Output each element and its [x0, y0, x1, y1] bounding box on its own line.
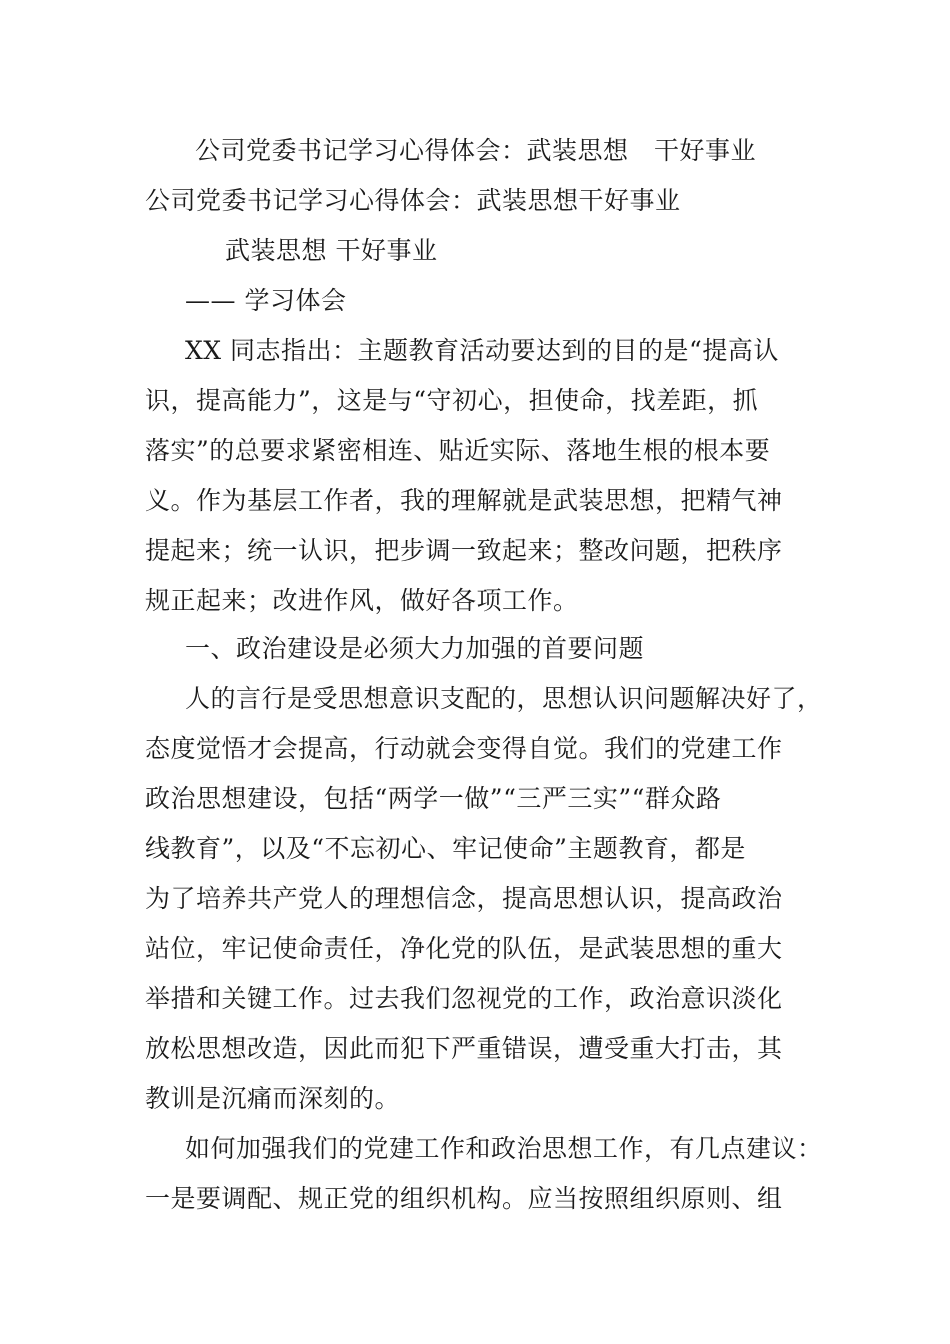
paragraph-1-line-2: 识，提高能力”，这是与“守初心，担使命，找差距，抓 — [145, 386, 759, 415]
paragraph-1-line-4: 义。作为基层工作者，我的理解就是武装思想，把精气神 — [145, 486, 783, 515]
document-title-line-2: 公司党委书记学习心得体会：武装思想干好事业 — [145, 186, 681, 215]
paragraph-2-line-8: 放松思想改造，因此而犯下严重错误，遭受重大打击，其 — [145, 1034, 783, 1063]
paragraph-1-line-1: XX 同志指出：主题教育活动要达到的目的是“提高认 — [185, 336, 779, 365]
paragraph-2-line-6: 站位，牢记使命责任，净化党的队伍，是武装思想的重大 — [145, 934, 783, 963]
paragraph-2-line-7: 举措和关键工作。过去我们忽视党的工作，政治意识淡化 — [145, 984, 783, 1013]
document-subtitle: 武装思想 干好事业 — [225, 236, 438, 265]
paragraph-2-line-1: 人的言行是受思想意识支配的，思想认识问题解决好了， — [185, 684, 823, 713]
paragraph-3-line-1: 如何加强我们的党建工作和政治思想工作，有几点建议： — [185, 1134, 823, 1163]
paragraph-2-line-2: 态度觉悟才会提高，行动就会变得自觉。我们的党建工作 — [145, 734, 783, 763]
paragraph-2-line-5: 为了培养共产党人的理想信念，提高思想认识，提高政治 — [145, 884, 783, 913]
paragraph-1-line-5: 提起来；统一认识，把步调一致起来；整改问题，把秩序 — [145, 536, 783, 565]
paragraph-3-line-2: 一是要调配、规正党的组织机构。应当按照组织原则、组 — [145, 1184, 783, 1213]
document-byline: —— 学习体会 — [185, 286, 347, 315]
paragraph-1-line-6: 规正起来；改进作风，做好各项工作。 — [145, 586, 579, 615]
paragraph-1-line-3: 落实”的总要求紧密相连、贴近实际、落地生根的根本要 — [145, 436, 771, 465]
paragraph-2-line-4: 线教育”，以及“不忘初心、牢记使命”主题教育，都是 — [145, 834, 746, 863]
section-1-heading: 一、政治建设是必须大力加强的首要问题 — [185, 634, 645, 663]
paragraph-2-line-9: 教训是沉痛而深刻的。 — [145, 1084, 401, 1113]
paragraph-2-line-3: 政治思想建设，包括“两学一做”“三严三实”“群众路 — [145, 784, 722, 813]
document-title-line-1: 公司党委书记学习心得体会：武装思想 干好事业 — [195, 136, 757, 165]
